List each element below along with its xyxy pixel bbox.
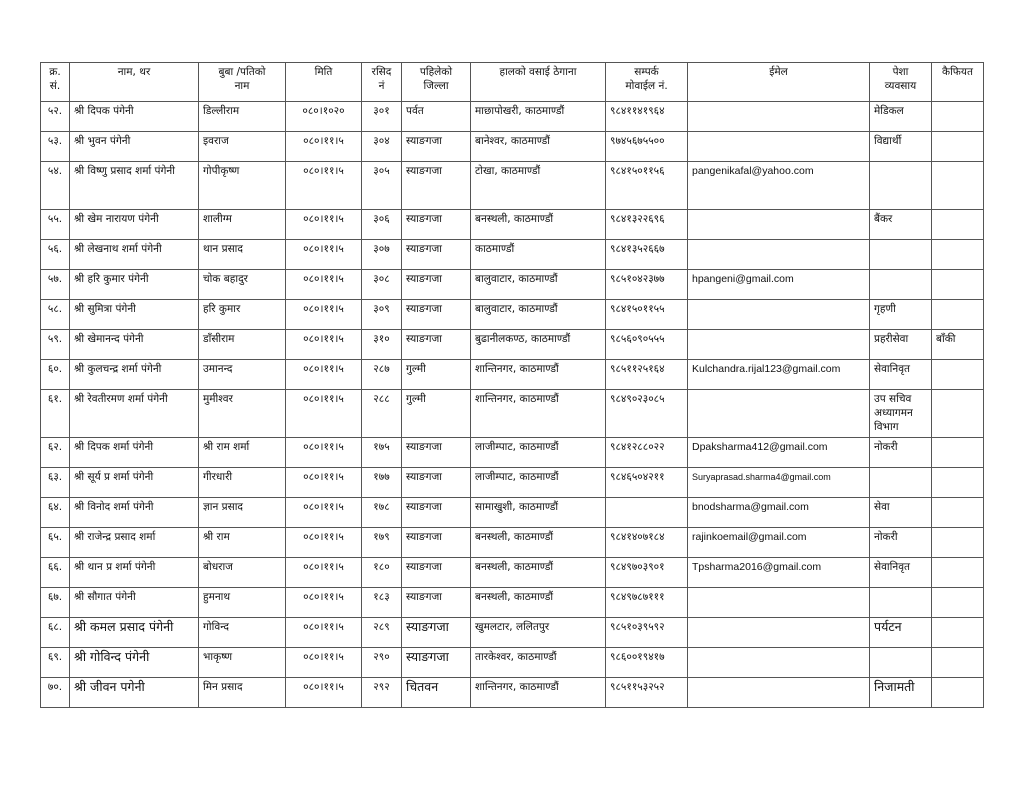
table-row [41, 678, 984, 708]
occupation-cell [870, 240, 932, 270]
serial-cell: ६९. [41, 648, 70, 678]
header-name: नाम, थर [70, 63, 199, 102]
father-name-cell: मिन प्रसाद [199, 678, 286, 708]
mobile-cell: ९८६००१९४१७ [606, 648, 688, 678]
date-cell: ०८०।११।५ [286, 210, 362, 240]
receipt-cell: १७८ [362, 498, 402, 528]
mobile-cell: ९८५१०४२३७७ [606, 270, 688, 300]
name-cell: श्री थान प्र शर्मा पंगेनी [70, 558, 199, 588]
address-cell: टोखा, काठमाण्डौं [471, 162, 606, 210]
table-row [41, 270, 984, 300]
serial-cell: ५६. [41, 240, 70, 270]
address-cell: बनस्थली, काठमाण्डौं [471, 588, 606, 618]
remarks-cell [932, 558, 984, 588]
name-cell: श्री सुमित्रा पंगेनी [70, 300, 199, 330]
receipt-cell: २८९ [362, 618, 402, 648]
table-row [41, 498, 984, 528]
serial-cell: ६५. [41, 528, 70, 558]
email-cell: rajinkoemail@gmail.com [688, 528, 870, 558]
district-cell: गुल्मी [402, 390, 471, 438]
occupation-cell: विद्यार्थी [870, 132, 932, 162]
date-cell: ०८०।११।५ [286, 390, 362, 438]
occupation-cell: नोकरी [870, 528, 932, 558]
address-cell: बुढानीलकण्ठ, काठमाण्डौं [471, 330, 606, 360]
occupation-cell [870, 468, 932, 498]
mobile-cell: ९८४९०२३०८५ [606, 390, 688, 438]
serial-cell: ५९. [41, 330, 70, 360]
header-remarks: कैफियत [932, 63, 984, 102]
remarks-cell [932, 618, 984, 648]
occupation-cell [870, 270, 932, 300]
name-cell: श्री कुलचन्द्र शर्मा पंगेनी [70, 360, 199, 390]
date-cell: ०८०।११।५ [286, 438, 362, 468]
date-cell: ०८०।११।५ [286, 360, 362, 390]
name-cell: श्री विष्णु प्रसाद शर्मा पंगेनी [70, 162, 199, 210]
district-cell: स्याङगजा [402, 210, 471, 240]
mobile-cell [606, 498, 688, 528]
address-cell: बनस्थली, काठमाण्डौं [471, 558, 606, 588]
district-cell: पर्वत [402, 102, 471, 132]
receipt-cell: ३०५ [362, 162, 402, 210]
date-cell: ०८०।११।५ [286, 678, 362, 708]
father-name-cell: डिल्लीराम [199, 102, 286, 132]
mobile-cell: ९८५१०३९५९२ [606, 618, 688, 648]
date-cell: ०८०।११।५ [286, 558, 362, 588]
serial-cell: ५४. [41, 162, 70, 210]
email-cell: Suryaprasad.sharma4@gmail.com [688, 468, 870, 498]
father-name-cell: थान प्रसाद [199, 240, 286, 270]
serial-cell: ५३. [41, 132, 70, 162]
header-receipt: रसिद नं [362, 63, 402, 102]
mobile-cell: ९८४१५०११५६ [606, 162, 688, 210]
district-cell: स्याङगजा [402, 618, 471, 648]
district-cell: स्याङगजा [402, 528, 471, 558]
father-name-cell: श्री राम [199, 528, 286, 558]
email-cell: bnodsharma@gmail.com [688, 498, 870, 528]
mobile-cell: ९८४११४१९६४ [606, 102, 688, 132]
email-cell [688, 390, 870, 438]
header-mobile: सम्पर्क मोवाईल नं. [606, 63, 688, 102]
remarks-cell [932, 648, 984, 678]
address-cell: माछापोखरी, काठमाण्डौं [471, 102, 606, 132]
father-name-cell: बोधराज [199, 558, 286, 588]
header-current-address: हालको वसाई ठेगाना [471, 63, 606, 102]
receipt-cell: २९० [362, 648, 402, 678]
table-row [41, 102, 984, 132]
district-cell: स्याङगजा [402, 132, 471, 162]
remarks-cell [932, 162, 984, 210]
email-cell: hpangeni@gmail.com [688, 270, 870, 300]
serial-cell: ६३. [41, 468, 70, 498]
father-name-cell: शालीग्म [199, 210, 286, 240]
father-name-cell: गोविन्द [199, 618, 286, 648]
address-cell: काठमाण्डौं [471, 240, 606, 270]
date-cell: ०८०।११।५ [286, 618, 362, 648]
name-cell: श्री जीवन पगेनी [70, 678, 199, 708]
email-cell [688, 648, 870, 678]
header-serial: क्र. सं. [41, 63, 70, 102]
remarks-cell [932, 498, 984, 528]
serial-cell: ६४. [41, 498, 70, 528]
district-cell: स्याङगजा [402, 300, 471, 330]
table-row [41, 132, 984, 162]
table-row [41, 648, 984, 678]
header-father-husband: बुबा /पतिको नाम [199, 63, 286, 102]
table-row [41, 240, 984, 270]
date-cell: ०८०।११।५ [286, 162, 362, 210]
date-cell: ०८०।११।५ [286, 270, 362, 300]
district-cell: गुल्मी [402, 360, 471, 390]
address-cell: तारकेश्वर, काठमाण्डौं [471, 648, 606, 678]
table-row [41, 162, 984, 210]
date-cell: ०८०।११।५ [286, 648, 362, 678]
district-cell: स्याङगजा [402, 240, 471, 270]
receipt-cell: १७७ [362, 468, 402, 498]
mobile-cell: ९८४१४०७१८४ [606, 528, 688, 558]
district-cell: स्याङगजा [402, 648, 471, 678]
email-cell: Kulchandra.rijal123@gmail.com [688, 360, 870, 390]
receipt-cell: १७५ [362, 438, 402, 468]
father-name-cell: इवराज [199, 132, 286, 162]
remarks-cell [932, 300, 984, 330]
name-cell: श्री रेवतीरमण शर्मा पंगेनी [70, 390, 199, 438]
name-cell: श्री खेम नारायण पंगेनी [70, 210, 199, 240]
address-cell: लाजीम्पाट, काठमाण्डौं [471, 468, 606, 498]
date-cell: ०८०।११।५ [286, 132, 362, 162]
date-cell: ०८०।११।५ [286, 528, 362, 558]
email-cell: Tpsharma2016@gmail.com [688, 558, 870, 588]
table-row [41, 300, 984, 330]
remarks-cell [932, 102, 984, 132]
table-row [41, 468, 984, 498]
receipt-cell: ३०१ [362, 102, 402, 132]
occupation-cell: पर्यटन [870, 618, 932, 648]
table-row [41, 210, 984, 240]
address-cell: खुमलटार, ललितपुर [471, 618, 606, 648]
district-cell: स्याङगजा [402, 588, 471, 618]
receipt-cell: २८७ [362, 360, 402, 390]
header-email: ईमेल [688, 63, 870, 102]
email-cell [688, 102, 870, 132]
mobile-cell: ९८४१५०११५५ [606, 300, 688, 330]
remarks-cell [932, 390, 984, 438]
table-row [41, 360, 984, 390]
remarks-cell [932, 588, 984, 618]
date-cell: ०८०।११।५ [286, 300, 362, 330]
mobile-cell: ९८५६०९०५५५ [606, 330, 688, 360]
mobile-cell: ९८५११५३२५२ [606, 678, 688, 708]
date-cell: ०८०।११।५ [286, 468, 362, 498]
name-cell: श्री विनोद शर्मा पंगेनी [70, 498, 199, 528]
occupation-cell: नोकरी [870, 438, 932, 468]
mobile-cell: ९७४५६७५५०० [606, 132, 688, 162]
father-name-cell: डाँसीराम [199, 330, 286, 360]
occupation-cell [870, 648, 932, 678]
address-cell: शान्तिनगर, काठमाण्डौं [471, 360, 606, 390]
district-cell: स्याङगजा [402, 468, 471, 498]
address-cell: बालुवाटार, काठमाण्डौं [471, 300, 606, 330]
father-name-cell: उमानन्द [199, 360, 286, 390]
email-cell [688, 210, 870, 240]
remarks-cell [932, 270, 984, 300]
serial-cell: ५२. [41, 102, 70, 132]
serial-cell: ५८. [41, 300, 70, 330]
table-row [41, 438, 984, 468]
remarks-cell [932, 132, 984, 162]
name-cell: श्री दिपक पंगेनी [70, 102, 199, 132]
name-cell: श्री हरि कुमार पंगेनी [70, 270, 199, 300]
district-cell: स्याङगजा [402, 498, 471, 528]
district-cell: चितवन [402, 678, 471, 708]
address-cell: सामाखुशी, काठमाण्डौं [471, 498, 606, 528]
father-name-cell: श्री राम शर्मा [199, 438, 286, 468]
occupation-cell: उप सचिव अध्यागमन विभाग [870, 390, 932, 438]
address-cell: बालुवाटार, काठमाण्डौं [471, 270, 606, 300]
remarks-cell [932, 678, 984, 708]
address-cell: बानेश्वर, काठमाण्डौं [471, 132, 606, 162]
serial-cell: ६२. [41, 438, 70, 468]
header-previous-district: पहिलेको जिल्ला [402, 63, 471, 102]
receipt-cell: ३०४ [362, 132, 402, 162]
district-cell: स्याङगजा [402, 270, 471, 300]
mobile-cell: ९८४९७८७१११ [606, 588, 688, 618]
table-row [41, 330, 984, 360]
remarks-cell [932, 438, 984, 468]
date-cell: ०८०।११।५ [286, 330, 362, 360]
serial-cell: ६८. [41, 618, 70, 648]
receipt-cell: १८३ [362, 588, 402, 618]
table-row [41, 588, 984, 618]
address-cell: बनस्थली, काठमाण्डौं [471, 528, 606, 558]
name-cell: श्री दिपक शर्मा पंगेनी [70, 438, 199, 468]
father-name-cell: चोक बहादुर [199, 270, 286, 300]
receipt-cell: ३०७ [362, 240, 402, 270]
header-date: मिति [286, 63, 362, 102]
table-row [41, 528, 984, 558]
occupation-cell: मेडिकल [870, 102, 932, 132]
mobile-cell: ९८४१३५२६६७ [606, 240, 688, 270]
date-cell: ०८०।११।५ [286, 498, 362, 528]
father-name-cell: हरि कुमार [199, 300, 286, 330]
occupation-cell: गृहणी [870, 300, 932, 330]
district-cell: स्याङगजा [402, 438, 471, 468]
remarks-cell [932, 528, 984, 558]
receipt-cell: ३०६ [362, 210, 402, 240]
email-cell: pangenikafal@yahoo.com [688, 162, 870, 210]
address-cell: लाजीम्पाट, काठमाण्डौं [471, 438, 606, 468]
district-cell: स्याङगजा [402, 330, 471, 360]
name-cell: श्री सौगात पंगेनी [70, 588, 199, 618]
email-cell: Dpaksharma412@gmail.com [688, 438, 870, 468]
table-row [41, 558, 984, 588]
occupation-cell: प्रहरीसेवा [870, 330, 932, 360]
header-occupation: पेशा व्यवसाय [870, 63, 932, 102]
address-cell: शान्तिनगर, काठमाण्डौं [471, 390, 606, 438]
name-cell: श्री गोविन्द पंगेनी [70, 648, 199, 678]
serial-cell: ५५. [41, 210, 70, 240]
serial-cell: ७०. [41, 678, 70, 708]
remarks-cell [932, 240, 984, 270]
occupation-cell [870, 588, 932, 618]
father-name-cell: ज्ञान प्रसाद [199, 498, 286, 528]
table-row [41, 390, 984, 438]
mobile-cell: ९८४१२८८०२२ [606, 438, 688, 468]
mobile-cell: ९८४६५०४२११ [606, 468, 688, 498]
remarks-cell: बाँकी [932, 330, 984, 360]
mobile-cell: ९८४९७०३९०१ [606, 558, 688, 588]
serial-cell: ६६. [41, 558, 70, 588]
name-cell: श्री कमल प्रसाद पंगेनी [70, 618, 199, 648]
date-cell: ०८०।११।५ [286, 240, 362, 270]
receipt-cell: १८० [362, 558, 402, 588]
serial-cell: ६७. [41, 588, 70, 618]
email-cell [688, 132, 870, 162]
address-cell: बनस्थली, काठमाण्डौं [471, 210, 606, 240]
mobile-cell: ९८५११२५१६४ [606, 360, 688, 390]
email-cell [688, 588, 870, 618]
email-cell [688, 240, 870, 270]
name-cell: श्री खेमानन्द पंगेनी [70, 330, 199, 360]
email-cell [688, 330, 870, 360]
father-name-cell: हुमनाथ [199, 588, 286, 618]
occupation-cell: सेवा [870, 498, 932, 528]
father-name-cell: गोपीकृष्ण [199, 162, 286, 210]
occupation-cell: सेवानिवृत [870, 558, 932, 588]
receipt-cell: २९२ [362, 678, 402, 708]
occupation-cell: बैंकर [870, 210, 932, 240]
name-cell: श्री राजेन्द्र प्रसाद शर्मा [70, 528, 199, 558]
receipt-cell: ३०८ [362, 270, 402, 300]
father-name-cell: भाकृष्ण [199, 648, 286, 678]
table-row [41, 618, 984, 648]
remarks-cell [932, 468, 984, 498]
email-cell [688, 678, 870, 708]
serial-cell: ६०. [41, 360, 70, 390]
receipt-cell: ३१० [362, 330, 402, 360]
header-row [41, 63, 984, 102]
member-table [40, 62, 984, 708]
receipt-cell: २८८ [362, 390, 402, 438]
occupation-cell: सेवानिवृत [870, 360, 932, 390]
date-cell: ०८०।११।५ [286, 588, 362, 618]
serial-cell: ६१. [41, 390, 70, 438]
name-cell: श्री सूर्य प्र शर्मा पंगेनी [70, 468, 199, 498]
father-name-cell: मुमीश्वर [199, 390, 286, 438]
occupation-cell: निजामती [870, 678, 932, 708]
district-cell: स्याङगजा [402, 558, 471, 588]
address-cell: शान्तिनगर, काठमाण्डौं [471, 678, 606, 708]
mobile-cell: ९८४१३२२६९६ [606, 210, 688, 240]
remarks-cell [932, 360, 984, 390]
occupation-cell [870, 162, 932, 210]
father-name-cell: गीरधारी [199, 468, 286, 498]
receipt-cell: ३०९ [362, 300, 402, 330]
email-cell [688, 618, 870, 648]
date-cell: ०८०।१०२० [286, 102, 362, 132]
district-cell: स्याङगजा [402, 162, 471, 210]
name-cell: श्री लेखनाथ शर्मा पंगेनी [70, 240, 199, 270]
serial-cell: ५७. [41, 270, 70, 300]
name-cell: श्री भुवन पंगेनी [70, 132, 199, 162]
email-cell [688, 300, 870, 330]
receipt-cell: १७९ [362, 528, 402, 558]
remarks-cell [932, 210, 984, 240]
